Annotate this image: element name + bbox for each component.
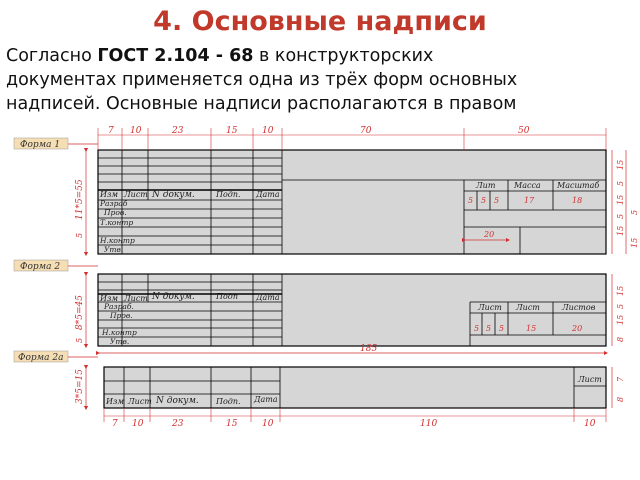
form1-dim-b2: 5 [494, 196, 500, 205]
form3-block-list: Лист [578, 375, 602, 384]
form3-header-ndokum: N докум. [156, 396, 199, 406]
form2-dim-b2: 5 [499, 324, 505, 333]
form1-header-podp: Подп. [216, 190, 241, 199]
form1 [14, 126, 639, 254]
form2-dim-b3: 15 [526, 324, 537, 333]
form3-bottom-dim-0: 7 [112, 419, 118, 429]
form1-header-ndokum: N докум. [152, 190, 195, 200]
form1-block-massa: Масса [514, 181, 541, 190]
form2-header-ndokum: N докум. [152, 292, 195, 302]
form1-top-dim-4: 10 [262, 126, 274, 136]
form1-right-dim-5: 5 [630, 209, 639, 215]
page-title: 4. Основные надписи [153, 6, 487, 37]
form2-role-nkontr: Н.контр [102, 328, 137, 337]
form1-top-dim-5: 70 [360, 126, 372, 136]
form1-top-dim-0: 7 [108, 126, 114, 136]
form3-header-podp: Подп. [216, 397, 241, 406]
form2-dim-b0: 5 [474, 324, 480, 333]
form3-header-izm: Изм [106, 397, 124, 406]
form1-right-dim-0: 15 [616, 159, 625, 170]
form2-role-utv: Утв. [110, 337, 130, 346]
form3-header-list: Лист [128, 397, 152, 406]
form3-bottom-dim-1: 10 [132, 419, 144, 429]
form1-top-dim-6: 50 [518, 126, 530, 136]
form2-right-dims [616, 286, 625, 342]
form1-header-izm: Изм [100, 190, 118, 199]
intro-line3: надписей. Основные надписи располагаются в правом [6, 94, 517, 114]
form2-left-small-dim: 5 [75, 337, 84, 343]
form2-dim-b4: 20 [572, 324, 583, 333]
form2 [14, 260, 625, 354]
form1-role-nkontr: Н.контр [100, 236, 135, 245]
form1-right-dim-1: 5 [616, 180, 625, 186]
form1-role-tkontr: Т.контр [100, 218, 134, 227]
form2-tag: Форма 2 [20, 262, 61, 272]
form2-overall-dim: 185 [360, 344, 378, 354]
form2-right-dim-0: 15 [616, 285, 625, 296]
form1-block-lit: Лит [476, 181, 496, 190]
form2-role-prov: Пров. [110, 311, 133, 320]
form2-right-dim-1: 5 [616, 303, 625, 309]
form1-role-prov: Пров. [104, 208, 127, 217]
form2-right-dim-2: 15 [616, 314, 625, 325]
form2-header-data: Дата [256, 293, 280, 302]
form2-right-dim-3: 8 [616, 336, 625, 342]
form3-left-dim: 3*5=15 [75, 369, 85, 404]
form3-tag: Форма 2а [18, 353, 64, 363]
form2-block-list1: Лист [478, 303, 502, 312]
form1-top-dim-3: 15 [226, 126, 238, 136]
form1-dim-b5: 20 [484, 230, 495, 239]
form3-bottom-dim-5: 110 [420, 419, 438, 429]
form2-block-listov: Листов [562, 303, 596, 312]
intro-line2: документах применяется одна из трёх форм основных [6, 70, 518, 90]
form1-header-data: Дата [256, 190, 280, 199]
form1-tag: Форма 1 [20, 140, 61, 150]
form2-header-podp: Подп [216, 292, 239, 301]
form3-bottom-dim-6: 10 [584, 419, 596, 429]
form1-dim-b1: 5 [481, 196, 487, 205]
form1-left-dim: 11*5=55 [75, 179, 85, 220]
form1-dim-b0: 5 [468, 196, 474, 205]
form3-right-dim-0: 7 [616, 376, 625, 382]
form3-header-data: Дата [254, 395, 278, 404]
intro-line1-rest: в конструкторских [253, 46, 434, 66]
form1-role-utv: Утв. [104, 245, 124, 254]
form2-role-razrab: Разраб. [104, 302, 134, 311]
form3-bottom-dims [112, 419, 596, 429]
form2-header-izm: Изм [100, 294, 118, 303]
form1-role-razrab: Разраб [100, 199, 128, 208]
form1-top-dim-1: 10 [130, 126, 142, 136]
form1-top-dim-2: 23 [172, 126, 184, 136]
form1-dim-b3: 17 [524, 196, 535, 205]
form2-header-list: Лист [124, 294, 148, 303]
form1-dim-b4: 18 [572, 196, 583, 205]
form1-right-dim-2: 15 [616, 194, 625, 205]
form3-bottom-dim-4: 10 [262, 419, 274, 429]
form1-header-list: Лист [124, 190, 148, 199]
form1-block-masshtab: Масштаб [557, 181, 600, 190]
form1-right-dim-3: 5 [616, 213, 625, 219]
form1-right-dim-6: 15 [630, 237, 639, 248]
form1-right-dims [616, 160, 639, 248]
intro-before: Согласно [6, 46, 98, 66]
intro-gost: ГОСТ 2.104 - 68 [97, 46, 254, 66]
form2-left-dim: 8*5=45 [75, 295, 85, 330]
form1-left-small-dim: 5 [75, 232, 84, 238]
form1-top-dims [108, 126, 530, 136]
form3-right-dim-1: 8 [616, 396, 625, 402]
form3-bottom-dim-3: 15 [226, 419, 238, 429]
form2-block-list2: Лист [516, 303, 540, 312]
form3-bottom-dim-2: 23 [172, 419, 184, 429]
form1-right-dim-4: 15 [616, 225, 625, 236]
form3 [14, 351, 625, 429]
form2-dim-b1: 5 [486, 324, 492, 333]
